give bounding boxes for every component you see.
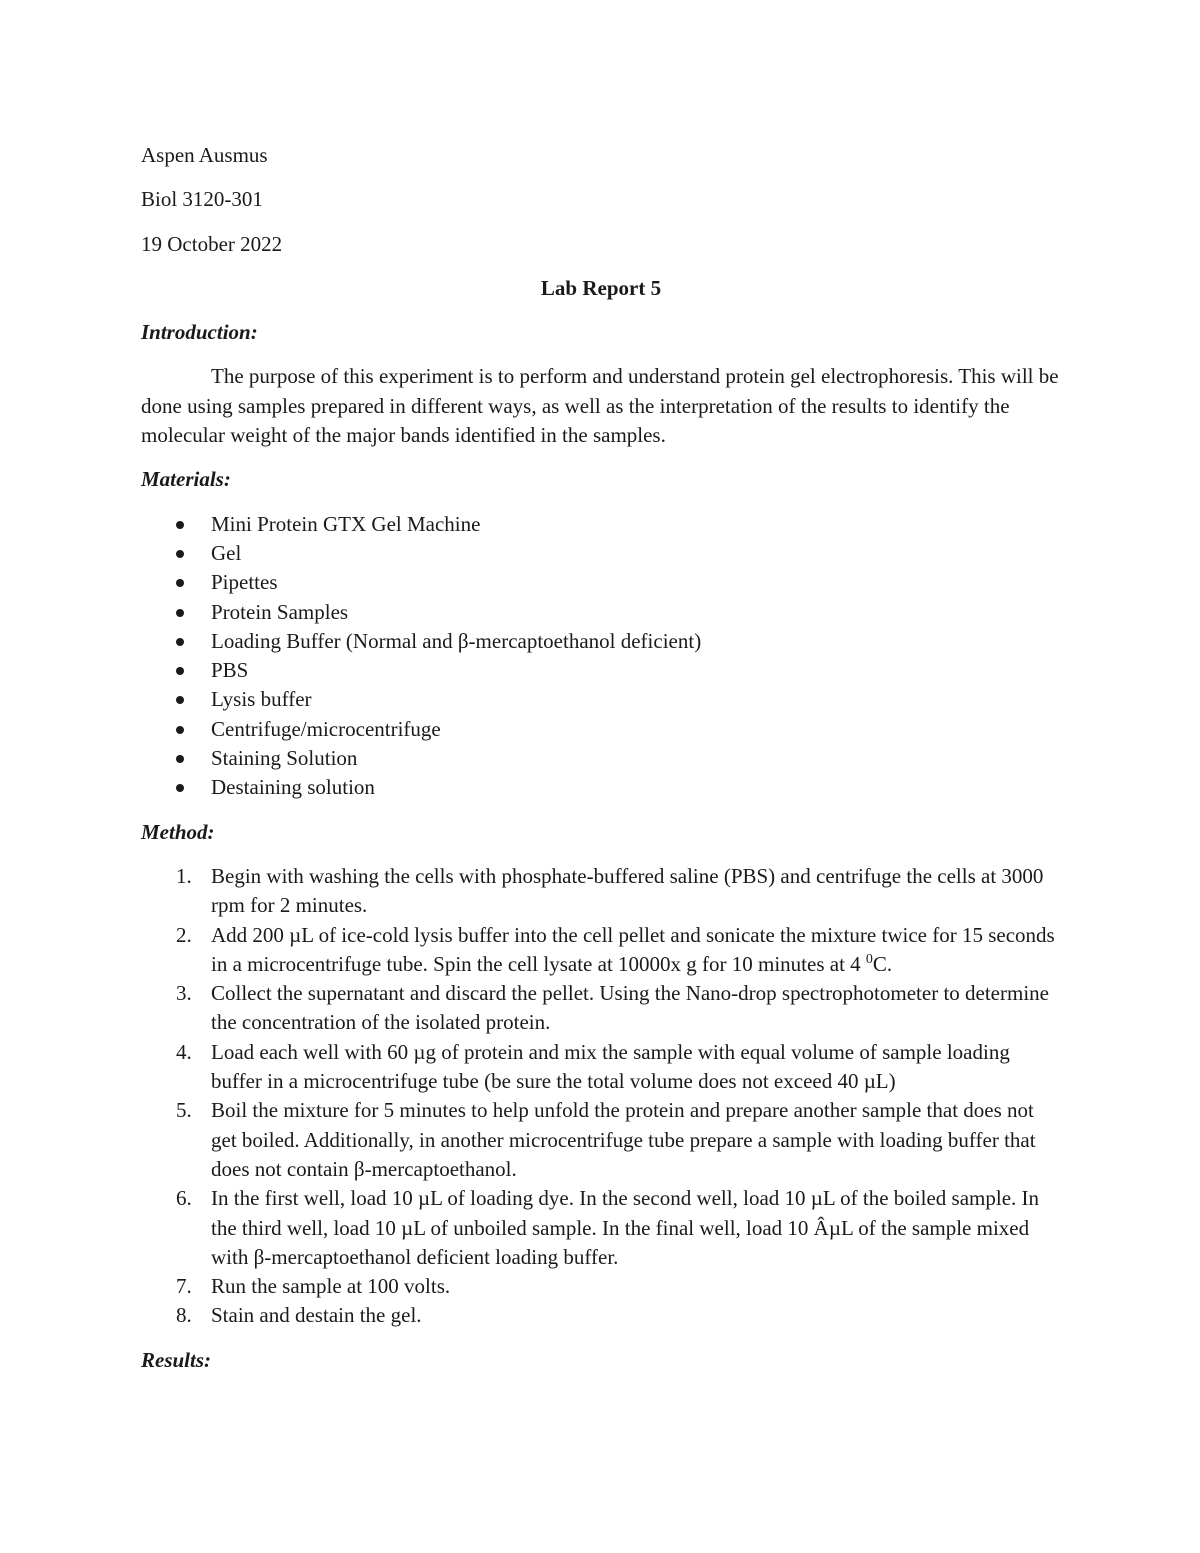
list-item xyxy=(141,598,1061,627)
material-item: Destaining solution xyxy=(211,775,375,800)
material-item: Mini Protein GTX Gel Machine xyxy=(211,511,481,536)
step-text: In the first well, load 10 µL of loading dye. In the second well, load 10 µL of the boiled sample. In the third well, load 10 µL of unboiled sample. In the final well, load 10 ÂµL of the sample mixed with β-mercaptoethanol deficient loading buffer. xyxy=(211,1186,1040,1269)
list-item xyxy=(141,1272,1061,1301)
material-item: Lysis buffer xyxy=(211,687,312,712)
material-item: Centrifuge/microcentrifuge xyxy=(211,716,441,741)
bullet-icon xyxy=(176,550,184,558)
method-heading: Method: xyxy=(141,819,215,844)
introduction-text: The purpose of this experiment is to perform and understand protein gel electrophoresis. This will be done using samples prepared in different ways, as well as the interpretation of the results to identify the molecular weight of the major bands identified in the samples. xyxy=(141,364,1059,448)
material-item: Protein Samples xyxy=(211,599,349,624)
list-item xyxy=(141,627,1061,656)
step-number: 7. xyxy=(176,1274,192,1299)
step-number: 4. xyxy=(176,1039,192,1064)
materials-list xyxy=(141,510,1061,803)
degree-superscript: 0 xyxy=(865,951,873,967)
bullet-icon xyxy=(176,638,184,646)
material-item: PBS xyxy=(211,658,249,683)
bullet-icon xyxy=(176,784,184,792)
step-number: 6. xyxy=(176,1186,192,1211)
step-number: 3. xyxy=(176,981,192,1006)
step-text: Add 200 µL of ice-cold lysis buffer into the cell pellet and sonicate the mixture twice for 15 seconds in a microcentrifuge tube. Spin the cell lysate at 10000x g for 10 minutes at 4 xyxy=(211,922,1055,976)
material-item: Staining Solution xyxy=(211,746,358,771)
author-name: Aspen Ausmus xyxy=(141,143,268,167)
bullet-icon xyxy=(176,726,184,734)
step-number: 8. xyxy=(176,1303,192,1328)
bullet-icon xyxy=(176,667,184,675)
list-item xyxy=(141,685,1061,714)
list-item xyxy=(141,1038,1061,1097)
step-number: 5. xyxy=(176,1098,192,1123)
method-list xyxy=(141,862,1061,1331)
list-item xyxy=(141,715,1061,744)
results-heading: Results: xyxy=(141,1347,212,1372)
materials-heading: Materials: xyxy=(141,467,231,492)
bullet-icon xyxy=(176,696,184,704)
step-number: 2. xyxy=(176,922,192,947)
step-text-tail: C. xyxy=(872,951,893,976)
list-item xyxy=(141,773,1061,802)
step-text: Run the sample at 100 volts. xyxy=(211,1274,451,1299)
step-number: 1. xyxy=(176,863,192,888)
step-text: Boil the mixture for 5 minutes to help unfold the protein and prepare another sample that does not get boiled. Additionally, in another microcentrifuge tube prepare a sample with loading buffer that does not contain β-mercaptoethanol. xyxy=(211,1098,1036,1181)
list-item xyxy=(141,862,1061,921)
list-item xyxy=(141,539,1061,568)
bullet-icon xyxy=(176,579,184,587)
list-item xyxy=(141,921,1061,980)
material-item: Gel xyxy=(211,540,242,565)
course-code: Biol 3120-301 xyxy=(141,187,263,212)
material-item: Loading Buffer (Normal and β-mercaptoethanol deficient) xyxy=(211,628,702,653)
step-text: Load each well with 60 µg of protein and mix the sample with equal volume of sample loading buffer in a microcentrifuge tube (be sure the total volume does not exceed 40 µL) xyxy=(211,1039,1010,1094)
step-text: Collect the supernatant and discard the pellet. Using the Nano-drop spectrophotometer to determine the concentration of the isolated protein. xyxy=(211,981,1049,1035)
report-title: Lab Report 5 xyxy=(540,275,662,300)
list-item xyxy=(141,1096,1061,1184)
bullet-icon xyxy=(176,521,184,529)
list-item xyxy=(141,1301,1061,1330)
step-text: Begin with washing the cells with phosphate-buffered saline (PBS) and centrifuge the cells at 3000 rpm for 2 minutes. xyxy=(211,863,1044,918)
introduction-heading: Introduction: xyxy=(141,320,258,345)
list-item xyxy=(141,744,1061,773)
bullet-icon xyxy=(176,609,184,617)
document-page xyxy=(141,141,1061,1390)
list-item xyxy=(141,568,1061,597)
list-item xyxy=(141,656,1061,685)
list-item xyxy=(141,1184,1061,1272)
material-item: Pipettes xyxy=(211,570,278,595)
step-text: Stain and destain the gel. xyxy=(211,1303,422,1328)
report-date: 19 October 2022 xyxy=(141,231,283,256)
list-item xyxy=(141,510,1061,539)
list-item xyxy=(141,979,1061,1038)
bullet-icon xyxy=(176,755,184,763)
